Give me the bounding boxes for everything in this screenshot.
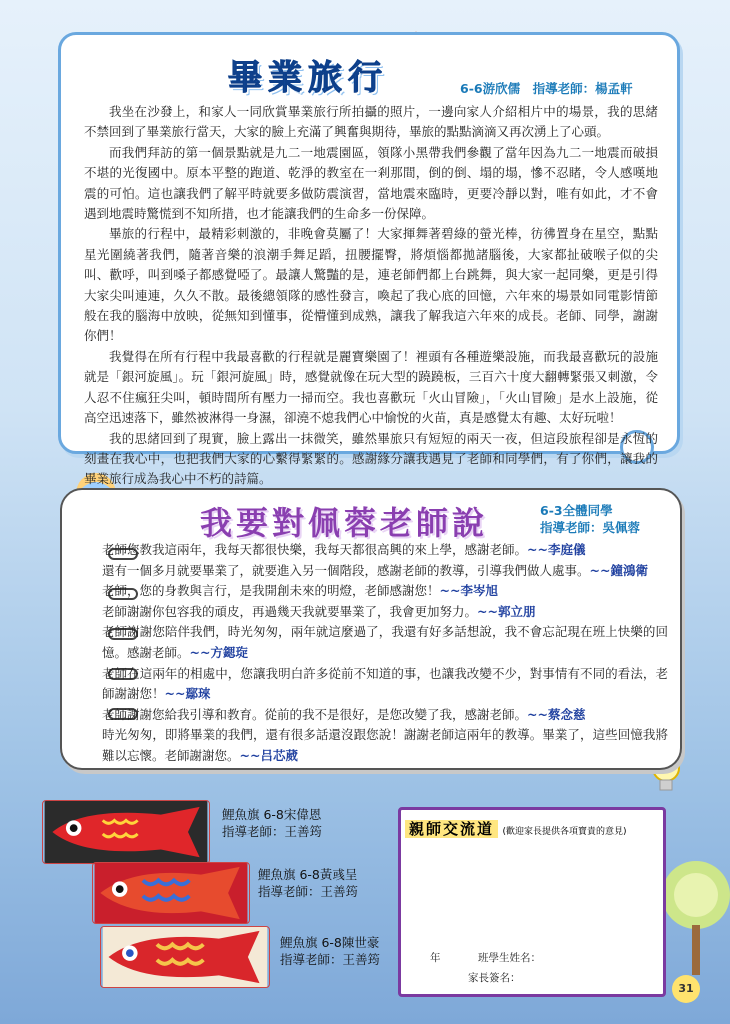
- message-signature: ~~鄢琜: [164, 686, 211, 702]
- message-item: [102, 725, 668, 766]
- essay-paragraph: 而我們拜訪的第一個景點就是九二一地震園區，領隊小黑帶我們參觀了當年因為九二一地震而破損不堪的光復國中。原本平整的跑道、乾淨的教室在一剎那間，倒的倒、塌的塌，慘不忍睹，令人感嘆地震的可怕。這也讓我們了解平時就要多做防震演習，當地震來臨時，更要冷靜以對，唯有如此，才不會遇到地震時驚慌到不知所措，也才能讓我們的生命多一份保障。: [84, 144, 658, 222]
- feedback-heading: [405, 818, 627, 839]
- feedback-note: (歡迎家長提供各項寶貴的意見): [502, 827, 627, 837]
- koinobori-title: 鯉魚旗 6-8宋偉恩: [222, 807, 322, 822]
- page-number: 31: [672, 975, 700, 1003]
- byline-teacher: 指導老師：吳佩蓉: [540, 520, 641, 535]
- message-item: [102, 602, 668, 623]
- essay-paragraph: 我的思緒回到了現實，臉上露出一抹微笑，雖然畢旅只有短短的兩天一夜，但這段旅程卻是永恆的刻畫在我心中，也把我們大家的心繫得緊緊的。感謝緣分讓我遇見了老師和同學們，有了你們，讓我的畢業旅行成為我心中不朽的詩篇。: [84, 430, 658, 487]
- message-item: [102, 581, 668, 602]
- message-text: 老師謝謝你包容我的頑皮，再過幾天我就要畢業了，我會更加努力。: [102, 603, 478, 619]
- message-text: 老師謝謝您給我引導和教育。從前的我不是很好，是您改變了我，感謝老師。: [102, 706, 528, 722]
- koinobori-teacher: 指導老師：王善筠: [280, 952, 381, 967]
- koinobori-artwork-image: [100, 926, 270, 988]
- koinobori-teacher: 指導老師：王善筠: [222, 824, 323, 839]
- message-item: [102, 622, 668, 663]
- feedback-student-name-label: 班學生姓名：: [478, 952, 541, 964]
- message-signature: ~~方鍶琁: [189, 644, 248, 660]
- message-item: [102, 664, 668, 705]
- koinobori-caption: [222, 806, 322, 840]
- message-signature: ~~鐘鴻衛: [589, 562, 648, 578]
- teacher-messages-byline: [540, 502, 640, 536]
- graduation-trip-title: 畢業旅行: [228, 58, 388, 98]
- koinobori-teacher: 指導老師：王善筠: [258, 884, 359, 899]
- koinobori-caption: [258, 866, 358, 900]
- tree-decoration-icon: [662, 855, 730, 975]
- message-signature: ~~李岑旭: [439, 583, 498, 599]
- message-text: 老師謝謝您陪伴我們，時光匆匆，兩年就這麼過了，我還有好多話想說，我不會忘記現在班上快樂的回憶。感謝老師。: [102, 624, 668, 660]
- graduation-trip-essay: [84, 102, 658, 490]
- byline-class: 6-3全體同學: [540, 503, 613, 518]
- koinobori-artwork-image: [92, 862, 250, 924]
- essay-paragraph: 我坐在沙發上，和家人一同欣賞畢業旅行所拍攝的照片，一邊向家人介紹相片中的場景，我的思緒不禁回到了畢業旅行當天，大家的臉上充滿了興奮與期待，畢旅的點點滴滴又再次湧上了心頭。: [84, 104, 658, 140]
- koinobori-title: 鯉魚旗 6-8黃彧呈: [258, 867, 358, 882]
- message-item: [102, 705, 668, 726]
- message-signature: ~~吕芯葳: [239, 747, 298, 763]
- koinobori-title: 鯉魚旗 6-8陳世豪: [280, 935, 380, 950]
- message-text: 還有一個多月就要畢業了，就要進入另一個階段，感謝老師的教導，引導我們做人處事。: [102, 562, 590, 578]
- teacher-messages-title: 我要對佩蓉老師說: [200, 504, 489, 542]
- essay-paragraph: 畢旅的行程中，最精彩刺激的，非晚會莫屬了！大家揮舞著碧綠的螢光棒，彷彿置身在星空，點點星光圍繞著我們，隨著音樂的浪潮手舞足蹈，扭腰擺臀，將煩惱都拋諸腦後，大家都扯破喉子似的尖叫、歡呼，叫到嗓子都感覺啞了。最讓人驚豔的是，連老師們都上台跳舞，與大家一起同樂，更是引得大家尖叫連連，久久不散。最後總領隊的感性發言，喚起了我心底的回憶，六年來的場景如同電影情節般在我的腦海中放映，從無知到懂事，從懵懂到成熟，讓我了解我這六年來的成長。老師、同學，謝謝你們！: [84, 226, 658, 344]
- koinobori-caption: [280, 934, 380, 968]
- koinobori-artwork-image: [42, 800, 210, 864]
- messages-list: [102, 540, 668, 767]
- feedback-title: 親師交流道: [405, 820, 498, 838]
- message-signature: ~~郭立朋: [477, 603, 536, 619]
- feedback-parent-signature-label: 家長簽名：: [468, 972, 521, 984]
- message-item: [102, 561, 668, 582]
- graduation-trip-byline: 6-6游欣儒 指導老師：楊孟軒: [460, 81, 633, 96]
- message-text: 老師您教我這兩年，我每天都很快樂，我每天都很高興的來上學，感謝老師。: [102, 542, 528, 557]
- message-signature: ~~蔡念慈: [527, 706, 586, 722]
- message-signature: ~~李庭儀: [527, 542, 586, 557]
- essay-paragraph: 我覺得在所有行程中我最喜歡的行程就是麗寶樂園了！裡頭有各種遊樂設施，而我最喜歡玩的設施就是「銀河旋風」。玩「銀河旋風」時，感覺就像在玩大型的蹺蹺板，三百六十度大翻轉緊張又刺激，令人忍不住瘋狂尖叫，頓時間所有壓力一掃而空。我也喜歡玩「火山冒險」，「火山冒險」是水上設施，從高空迅速落下，雖然被淋得一身濕，卻澆不熄我們心中愉悅的火苗，真是感覺太有趣、太好玩啦！: [84, 348, 658, 426]
- message-text: 老師在這兩年的相處中，您讓我明白許多從前不知道的事，也讓我改變不少，對事情有不同的看法，老師謝謝您！: [102, 665, 668, 702]
- message-item: [102, 540, 668, 561]
- feedback-year-label: 年: [430, 952, 441, 964]
- message-text: 時光匆匆，即將畢業的我們，還有很多話還沒跟您說！謝謝老師這兩年的教導。畢業了，這些回憶我將難以忘懷。老師謝謝您。: [102, 727, 668, 763]
- message-text: 老師，您的身教與言行，是我開創未來的明燈，老師感謝您！: [102, 583, 440, 599]
